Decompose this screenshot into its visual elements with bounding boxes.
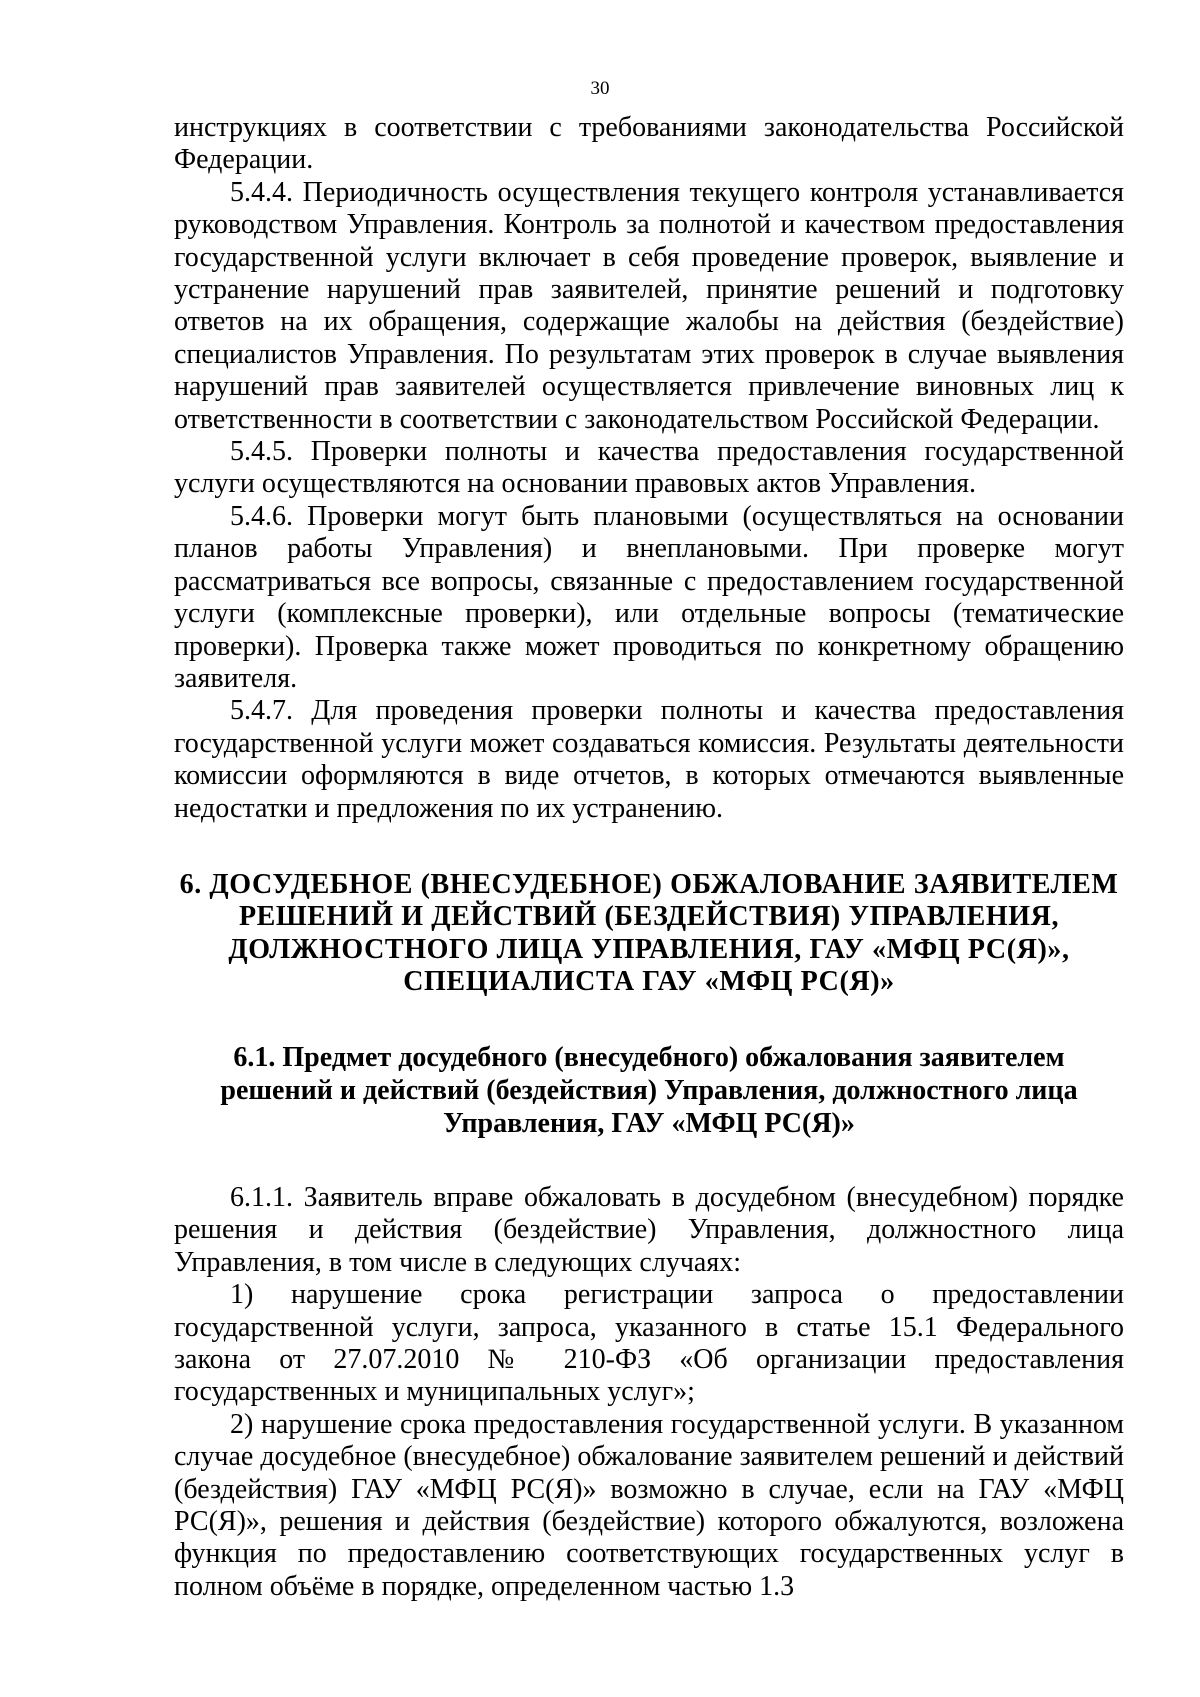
section-spacer bbox=[174, 825, 1124, 869]
section-heading-line: РЕШЕНИЙ И ДЕЙСТВИЙ (БЕЗДЕЙСТВИЯ) УПРАВЛЕНИЯ, bbox=[238, 901, 1060, 933]
paragraph-continuation: инструкциях в соответствии с требованиями законодательства Российской Федерации. bbox=[174, 112, 1124, 176]
subsection-heading-line: решений и действий (бездействия) Управления, должностного лица bbox=[220, 1074, 1078, 1106]
page-number: 30 bbox=[590, 78, 610, 99]
list-item-2: 2) нарушение срока предоставления государственной услуги. В указанном случае досудебное (внесудебное) обжалование заявителем решений и действий (бездействия) ГАУ «МФЦ РС(Я)» возможно в случае, если на ГАУ «МФЦ РС(Я)», решения и действия (бездействие) которого обжалуются, возложена функция по предоставлению соответствующих государственных услуг в полном объёме в порядке, определенном частью 1.3 bbox=[174, 1408, 1124, 1602]
paragraph-5-4-6: 5.4.6. Проверки могут быть плановыми (осуществляться на основании планов работы Управления) и внеплановыми. При проверке могут рассматриваться все вопросы, связанные с предоставлением государственной услуги (комплексные проверки), или отдельные вопросы (тематические проверки). Проверка также может проводиться по конкретному обращению заявителя. bbox=[174, 500, 1124, 694]
list-item-1: 1) нарушение срока регистрации запроса о предоставлении государственной услуги, запроса, указанного в статье 15.1 Федерального закона от 27.07.2010 № 210-ФЗ «Об организации предоставления государственных и муниципальных услуг»; bbox=[174, 1279, 1124, 1408]
section-heading-line: СПЕЦИАЛИСТА ГАУ «МФЦ РС(Я)» bbox=[403, 966, 895, 998]
subsection-heading-line: Управления, ГАУ «МФЦ РС(Я)» bbox=[443, 1107, 855, 1139]
subsection-6-1-heading bbox=[174, 1041, 1124, 1140]
section-6-heading bbox=[174, 869, 1124, 999]
paragraph-6-1-1: 6.1.1. Заявитель вправе обжаловать в досудебном (внесудебном) порядке решения и действия (бездействие) Управления, должностного лица Управления, в том числе в следующих случаях: bbox=[174, 1181, 1124, 1278]
section-heading-line: ДОЛЖНОСТНОГО ЛИЦА УПРАВЛЕНИЯ, ГАУ «МФЦ РС(Я)», bbox=[228, 933, 1070, 965]
subsection-spacer bbox=[174, 999, 1124, 1041]
page-content bbox=[174, 112, 1124, 1603]
subsection-heading-line: 6.1. Предмет досудебного (внесудебного) обжалования заявителем bbox=[233, 1041, 1065, 1073]
paragraph-5-4-7: 5.4.7. Для проведения проверки полноты и качества предоставления государственной услуги может создаваться комиссия. Результаты деятельности комиссии оформляются в виде отчетов, в которых отмечаются выявленные недостатки и предложения по их устранению. bbox=[174, 695, 1124, 824]
paragraph-5-4-4: 5.4.4. Периодичность осуществления текущего контроля устанавливается руководством Управления. Контроль за полнотой и качеством предоставления государственной услуги включает в себя проведение проверок, выявление и устранение нарушений прав заявителей, принятие решений и подготовку ответов на их обращения, содержащие жалобы на действия (бездействие) специалистов Управления. По результатам этих проверок в случае выявления нарушений прав заявителей осуществляется привлечение виновных лиц к ответственности в соответствии с законодательством Российской Федерации. bbox=[174, 176, 1124, 435]
body-spacer bbox=[174, 1140, 1124, 1182]
paragraph-5-4-5: 5.4.5. Проверки полноты и качества предоставления государственной услуги осуществляются на основании правовых актов Управления. bbox=[174, 436, 1124, 500]
section-heading-line: 6. ДОСУДЕБНОЕ (ВНЕСУДЕБНОЕ) ОБЖАЛОВАНИЕ ЗАЯВИТЕЛЕМ bbox=[179, 868, 1119, 900]
